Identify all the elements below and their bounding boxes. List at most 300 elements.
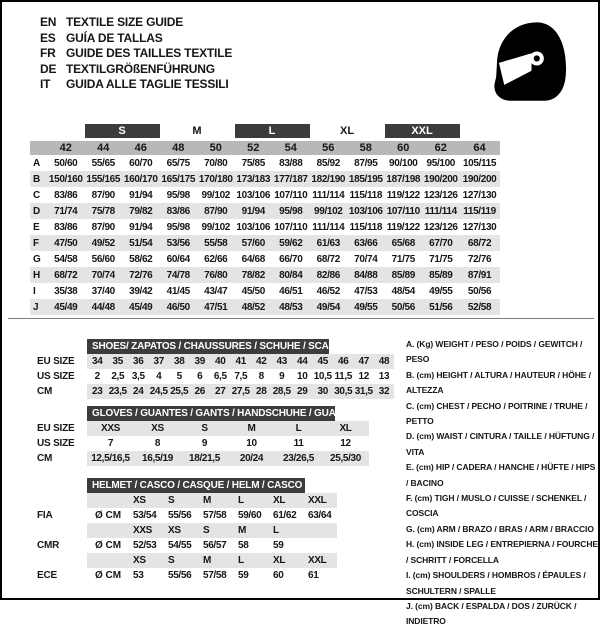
value-cell: 60: [273, 570, 284, 581]
value-cell: 67/70: [422, 235, 460, 251]
value-cell: 44/48: [85, 299, 123, 315]
helmet-cert-row-ECE: [30, 568, 337, 583]
table-row: [30, 354, 394, 369]
table-title-row: [30, 406, 369, 421]
value-cell: 55/56: [168, 510, 192, 521]
value-cell: 27,5: [231, 386, 250, 397]
value-cell: 84/88: [347, 267, 385, 283]
value-cell: 123/126: [423, 189, 458, 201]
measure-row-B: [30, 171, 500, 187]
row-letter: C: [33, 189, 40, 201]
value-cell: 53/56: [160, 235, 198, 251]
measurement-legend: [406, 337, 598, 630]
legend-item: D. (cm) WAIST / CINTURA / TAILLE / HÜFTUNG / VITA: [406, 431, 595, 457]
value-cell: 53: [133, 570, 144, 581]
value-cell: 59/62: [272, 235, 310, 251]
helmet-cert-row-CMR: [30, 538, 337, 553]
value-cell: 57/58: [203, 510, 227, 521]
value-cell: 57/60: [235, 235, 273, 251]
value-cell: M: [228, 421, 275, 436]
table-row: [30, 421, 369, 436]
value-cell: 39/42: [129, 285, 153, 297]
legend-item: E. (cm) HIP / CADERA / HANCHE / HÜFTE / HIPS / BACINO: [406, 462, 596, 488]
language-code: FR: [40, 46, 56, 60]
value-cell: 71/74: [47, 203, 85, 219]
value-cell: 20/24: [228, 451, 275, 466]
size-cell: XS: [162, 523, 197, 538]
value-cell: 150/160: [47, 171, 85, 187]
value-cell: 76/80: [197, 267, 235, 283]
size-cell: 44: [85, 141, 123, 155]
value-cell: 99/102: [201, 189, 230, 201]
value-cell: 187/198: [385, 171, 423, 187]
value-cell: 36: [128, 354, 149, 369]
measure-row-H: [30, 267, 500, 283]
value-cell: 87/91: [460, 267, 500, 283]
value-cell: 41: [231, 354, 252, 369]
legend-item: G. (cm) ARM / BRAZO / BRAS / ARM / BRACCIO: [406, 523, 594, 534]
size-cell: M: [232, 523, 267, 538]
value-cell: 111/114: [312, 221, 345, 233]
row-letter: E: [33, 221, 40, 233]
value-cell: 85/89: [385, 267, 423, 283]
size-cell: 56: [310, 141, 348, 155]
guide-title: TEXTILGRÖßENFÜHRUNG: [66, 61, 215, 76]
racing-helmet-icon: [484, 16, 572, 108]
value-cell: 30,5: [334, 386, 353, 397]
value-cell: 27: [210, 384, 231, 399]
helmet-sizes-row: [30, 553, 337, 568]
row-letter: J: [30, 299, 47, 315]
table-row: [30, 451, 369, 466]
value-cell: 119/122: [386, 221, 420, 233]
value-cell: 79/82: [122, 203, 160, 219]
value-cell: 82/86: [310, 267, 348, 283]
guide-title: GUIDE DES TAILLES TEXTILE: [66, 46, 233, 60]
legend-item: F. (cm) TIGH / MUSLO / CUISSE / SCHENKEL / COSCIA: [406, 493, 587, 519]
value-cell: 45/50: [241, 285, 265, 297]
size-group-S: S: [85, 124, 160, 141]
value-cell: XS: [134, 421, 181, 436]
value-cell: 83/86: [160, 203, 198, 219]
row-label: CM: [37, 386, 53, 397]
value-cell: 45: [313, 354, 334, 369]
value-cell: 71/75: [391, 253, 415, 265]
value-cell: 10: [297, 371, 308, 382]
value-cell: 12: [358, 371, 369, 382]
value-cell: 10,5: [313, 371, 332, 382]
row-label: US SIZE: [37, 438, 75, 449]
size-cell: L: [232, 553, 267, 568]
value-cell: 8: [258, 371, 264, 382]
value-cell: 11: [293, 438, 304, 449]
helmet-size-table: [30, 478, 337, 583]
value-cell: 7: [107, 438, 114, 449]
value-cell: 35: [108, 354, 129, 369]
value-cell: 46/50: [160, 299, 198, 315]
value-cell: 10: [246, 438, 257, 449]
size-cell: M: [197, 493, 232, 508]
value-cell: 7,5: [234, 371, 248, 382]
value-cell: 13: [378, 371, 390, 382]
value-cell: 4: [156, 371, 162, 382]
value-cell: 78/82: [235, 267, 273, 283]
unit-label: Ø CM: [95, 510, 122, 521]
value-cell: 115/118: [349, 189, 383, 201]
size-cell: 42: [47, 141, 85, 155]
value-cell: 127/130: [462, 189, 497, 201]
value-cell: 55/65: [91, 157, 115, 169]
value-cell: 182/190: [310, 171, 348, 187]
helmet-cert-row-FIA: [30, 508, 337, 523]
value-cell: 49/55: [429, 285, 453, 297]
value-cell: 6: [197, 371, 203, 382]
value-cell: 59: [273, 540, 284, 551]
value-cell: 11,5: [334, 371, 352, 382]
size-cell: XL: [267, 553, 302, 568]
value-cell: 90/100: [389, 157, 418, 169]
table-row: [30, 436, 369, 451]
value-cell: 34: [87, 354, 108, 369]
value-cell: 83/86: [54, 221, 78, 233]
value-cell: 173/183: [235, 171, 273, 187]
value-cell: 49/54: [310, 299, 348, 315]
value-cell: 170/180: [197, 171, 235, 187]
value-cell: 127/130: [462, 221, 497, 233]
value-cell: 45/49: [47, 299, 85, 315]
helmet-sizes-row: [30, 523, 337, 538]
value-cell: 91/94: [129, 189, 153, 201]
legend-item: J. (cm) BACK / ESPALDA / DOS / ZURÜCK / INDIETRO: [406, 600, 577, 627]
value-cell: S: [181, 421, 228, 436]
size-cell: 58: [347, 141, 385, 155]
measure-row-F: [30, 235, 500, 251]
value-cell: 61/63: [310, 235, 348, 251]
value-cell: 58/62: [129, 253, 153, 265]
size-cell: 52: [235, 141, 273, 155]
size-group-XXL: XXL: [385, 124, 460, 141]
measure-row-I: [30, 283, 500, 299]
value-cell: 177/187: [272, 171, 310, 187]
value-cell: 47/53: [354, 285, 378, 297]
value-cell: 95/98: [272, 203, 310, 219]
value-cell: 26: [190, 384, 211, 399]
value-cell: 85/92: [316, 157, 340, 169]
value-cell: 25,5: [170, 386, 189, 397]
size-cell: S: [197, 523, 232, 538]
row-letter: G: [33, 253, 41, 265]
measure-row-D: [30, 203, 500, 219]
value-cell: 51/56: [422, 299, 460, 315]
size-group-blank: [47, 124, 85, 141]
value-cell: 99/102: [201, 221, 230, 233]
guide-title: GUÍA DE TALLAS: [66, 30, 163, 45]
value-cell: 23/26,5: [275, 451, 322, 466]
value-cell: 62/66: [204, 253, 228, 265]
measure-row-J: [30, 299, 500, 315]
value-cell: 56/60: [91, 253, 115, 265]
value-cell: 23: [87, 384, 108, 399]
row-letter: A: [33, 157, 40, 169]
legend-item: I. (cm) SHOULDERS / HOMBROS / ÉPAULES / SCHULTERN / SPALLE: [406, 570, 586, 596]
value-cell: 24: [128, 384, 149, 399]
value-cell: 12,5/16,5: [87, 451, 134, 466]
row-letter: I: [33, 285, 36, 297]
value-cell: [302, 538, 337, 553]
value-cell: 68/72: [316, 253, 340, 265]
size-cell: XXL: [302, 553, 337, 568]
value-cell: 115/118: [349, 221, 383, 233]
unit-label: Ø CM: [95, 570, 122, 581]
value-cell: 190/200: [460, 171, 500, 187]
measure-row-A: [30, 155, 500, 171]
language-row: [40, 46, 232, 62]
value-cell: 46/51: [279, 285, 303, 297]
value-cell: 103/106: [347, 203, 385, 219]
size-cell: XXL: [302, 493, 337, 508]
value-cell: 95/100: [426, 157, 456, 169]
value-cell: 63/64: [308, 510, 332, 521]
size-cell: S: [162, 493, 197, 508]
value-cell: 83/86: [54, 189, 78, 201]
value-cell: 91/94: [129, 221, 153, 233]
size-group-M: M: [192, 125, 202, 137]
value-cell: 70/80: [204, 157, 228, 169]
value-cell: 87/95: [354, 157, 378, 169]
value-cell: 60/64: [166, 253, 190, 265]
size-cell: 62: [422, 141, 460, 155]
value-cell: 72/76: [122, 267, 160, 283]
size-cell: 60: [385, 141, 423, 155]
value-cell: 47: [354, 354, 375, 369]
value-cell: 58: [238, 540, 249, 551]
language-code: ES: [40, 30, 56, 45]
value-cell: 111/114: [312, 189, 345, 201]
value-cell: 46: [333, 354, 354, 369]
table-row: [30, 384, 394, 399]
value-cell: 65/68: [385, 235, 423, 251]
value-cell: XXS: [87, 421, 134, 436]
value-cell: 29: [292, 384, 313, 399]
size-cell: XS: [127, 553, 162, 568]
value-cell: 50/56: [385, 299, 423, 315]
section-divider: [8, 318, 594, 319]
value-cell: 47/50: [47, 235, 85, 251]
helmet-sizes-row: [30, 493, 337, 508]
value-cell: 95/98: [166, 189, 190, 201]
value-cell: 40: [210, 354, 231, 369]
value-cell: 43: [272, 354, 293, 369]
value-cell: 52/58: [460, 299, 500, 315]
value-cell: 111/114: [422, 203, 460, 219]
shoes-size-table: [30, 339, 394, 399]
row-label: EU SIZE: [37, 423, 75, 434]
value-cell: 59/60: [238, 510, 262, 521]
value-cell: 74/78: [160, 267, 198, 283]
value-cell: 48/52: [235, 299, 273, 315]
value-cell: 105/115: [462, 157, 497, 169]
value-cell: 31,5: [354, 386, 373, 397]
row-letter: B: [30, 171, 47, 187]
value-cell: 107/110: [274, 189, 308, 201]
garment-size-table: [30, 124, 500, 315]
language-row: [40, 31, 232, 47]
value-cell: 165/175: [160, 171, 198, 187]
value-cell: 47/51: [197, 299, 235, 315]
value-cell: 43/47: [204, 285, 228, 297]
value-cell: 85/89: [422, 267, 460, 283]
value-cell: L: [275, 421, 322, 436]
helmet-table-title: HELMET / CASCO / CASQUE / HELM / CASCO: [87, 478, 305, 493]
value-cell: 107/110: [385, 203, 423, 219]
value-cell: 48/54: [391, 285, 415, 297]
value-cell: 6,5: [213, 371, 227, 382]
value-cell: 9: [201, 438, 208, 449]
guide-title: TEXTILE SIZE GUIDE: [66, 15, 184, 29]
value-cell: 35/38: [54, 285, 78, 297]
gloves-size-table: [30, 406, 369, 466]
value-cell: 66/70: [279, 253, 303, 265]
size-group-blank: [460, 124, 500, 141]
size-cell: 50: [197, 141, 235, 155]
value-cell: 52/53: [133, 540, 157, 551]
row-label: US SIZE: [37, 371, 75, 382]
table-title-row: [30, 339, 394, 354]
size-cell: 48: [160, 141, 198, 155]
row-letter: D: [30, 203, 47, 219]
legend-item: A. (Kg) WEIGHT / PESO / POIDS / GEWITCH / PESO: [406, 339, 583, 365]
value-cell: 68/72: [460, 235, 500, 251]
value-cell: 2: [94, 371, 100, 382]
value-cell: 87/90: [91, 221, 115, 233]
value-cell: 12: [340, 438, 351, 449]
numeric-sizes-row: [30, 141, 500, 155]
value-cell: 37: [149, 354, 170, 369]
value-cell: 99/102: [310, 203, 348, 219]
cert-label: CMR: [37, 540, 60, 551]
value-cell: 54/58: [54, 253, 78, 265]
row-label: CM: [37, 453, 53, 464]
value-cell: 48: [374, 354, 394, 369]
row-letter: F: [30, 235, 47, 251]
size-group-row: [30, 124, 500, 141]
size-cell: XL: [267, 493, 302, 508]
value-cell: 63/66: [347, 235, 385, 251]
value-cell: 55/56: [168, 570, 192, 581]
row-letter: H: [30, 267, 47, 283]
value-cell: 75/85: [241, 157, 265, 169]
value-cell: 87/90: [91, 189, 115, 201]
size-cell: 64: [460, 141, 500, 155]
value-cell: 3,5: [131, 371, 145, 382]
value-cell: 28: [251, 384, 272, 399]
value-cell: 160/170: [122, 171, 160, 187]
value-cell: 38: [169, 354, 190, 369]
value-cell: 91/94: [235, 203, 273, 219]
language-row: [40, 15, 232, 31]
size-cell: XS: [127, 493, 162, 508]
row-label: EU SIZE: [37, 356, 75, 367]
language-code: IT: [40, 77, 51, 91]
size-cell: 54: [272, 141, 310, 155]
size-cell: L: [267, 523, 302, 538]
value-cell: 44: [292, 354, 313, 369]
cert-label: FIA: [37, 510, 53, 521]
guide-title: GUIDA ALLE TAGLIE TESSILI: [66, 77, 229, 91]
legend-item: H. (cm) INSIDE LEG / ENTREPIERNA / FOURCHE / SCHRITT / FORCELLA: [406, 539, 598, 565]
value-cell: 65/75: [166, 157, 190, 169]
value-cell: 32: [374, 384, 394, 399]
size-cell: L: [232, 493, 267, 508]
value-cell: 42: [251, 354, 272, 369]
value-cell: 72/76: [467, 253, 492, 265]
measure-row-C: [30, 187, 500, 203]
value-cell: 2,5: [111, 371, 125, 382]
value-cell: 190/200: [422, 171, 460, 187]
language-title-list: [40, 15, 232, 93]
value-cell: 8: [154, 438, 161, 449]
value-cell: 50/60: [54, 157, 78, 169]
value-cell: 68/72: [47, 267, 85, 283]
language-row: [40, 62, 232, 78]
value-cell: 30: [313, 384, 334, 399]
table-row: [30, 369, 394, 384]
value-cell: 103/106: [236, 189, 271, 201]
value-cell: 24,5: [149, 386, 168, 397]
size-cell: [302, 523, 337, 538]
language-code: EN: [40, 15, 57, 29]
size-group-XL: XL: [340, 125, 355, 137]
value-cell: 23,5: [108, 386, 127, 397]
value-cell: 60/70: [129, 157, 153, 169]
value-cell: 9: [279, 371, 285, 382]
value-cell: 103/106: [236, 221, 271, 233]
value-cell: 18/21,5: [181, 451, 228, 466]
value-cell: 70/74: [354, 253, 378, 265]
value-cell: 55/58: [197, 235, 235, 251]
shoes-table-title: SHOES/ ZAPATOS / CHAUSSURES / SCHUHE / SCARPE: [87, 339, 329, 354]
value-cell: 119/122: [386, 189, 420, 201]
value-cell: 59: [238, 570, 249, 581]
value-cell: 80/84: [272, 267, 310, 283]
value-cell: 107/110: [274, 221, 308, 233]
value-cell: 45/49: [122, 299, 160, 315]
value-cell: 56/57: [203, 540, 227, 551]
value-cell: 5: [176, 371, 182, 382]
unit-label: Ø CM: [95, 540, 122, 551]
cert-label: ECE: [37, 570, 57, 581]
measure-row-E: [30, 219, 500, 235]
value-cell: 61/62: [273, 510, 297, 521]
value-cell: 49/52: [85, 235, 123, 251]
value-cell: 64/68: [241, 253, 265, 265]
size-group-L: L: [235, 124, 310, 141]
value-cell: 95/98: [166, 221, 190, 233]
measure-row-G: [30, 251, 500, 267]
value-cell: 39: [190, 354, 211, 369]
value-cell: 71/75: [429, 253, 453, 265]
value-cell: 53/54: [133, 510, 157, 521]
value-cell: 51/54: [122, 235, 160, 251]
table-title-row: [30, 478, 337, 493]
value-cell: 115/119: [460, 203, 500, 219]
value-cell: 87/90: [197, 203, 235, 219]
legend-item: B. (cm) HEIGHT / ALTURA / HAUTEUR / HÖHE / ALTEZZA: [406, 369, 591, 396]
value-cell: 155/165: [85, 171, 123, 187]
gloves-table-title: GLOVES / GUANTES / GANTS / HANDSCHUHE / GUANTI: [87, 406, 335, 421]
value-cell: 83/88: [279, 157, 303, 169]
value-cell: 123/126: [423, 221, 458, 233]
